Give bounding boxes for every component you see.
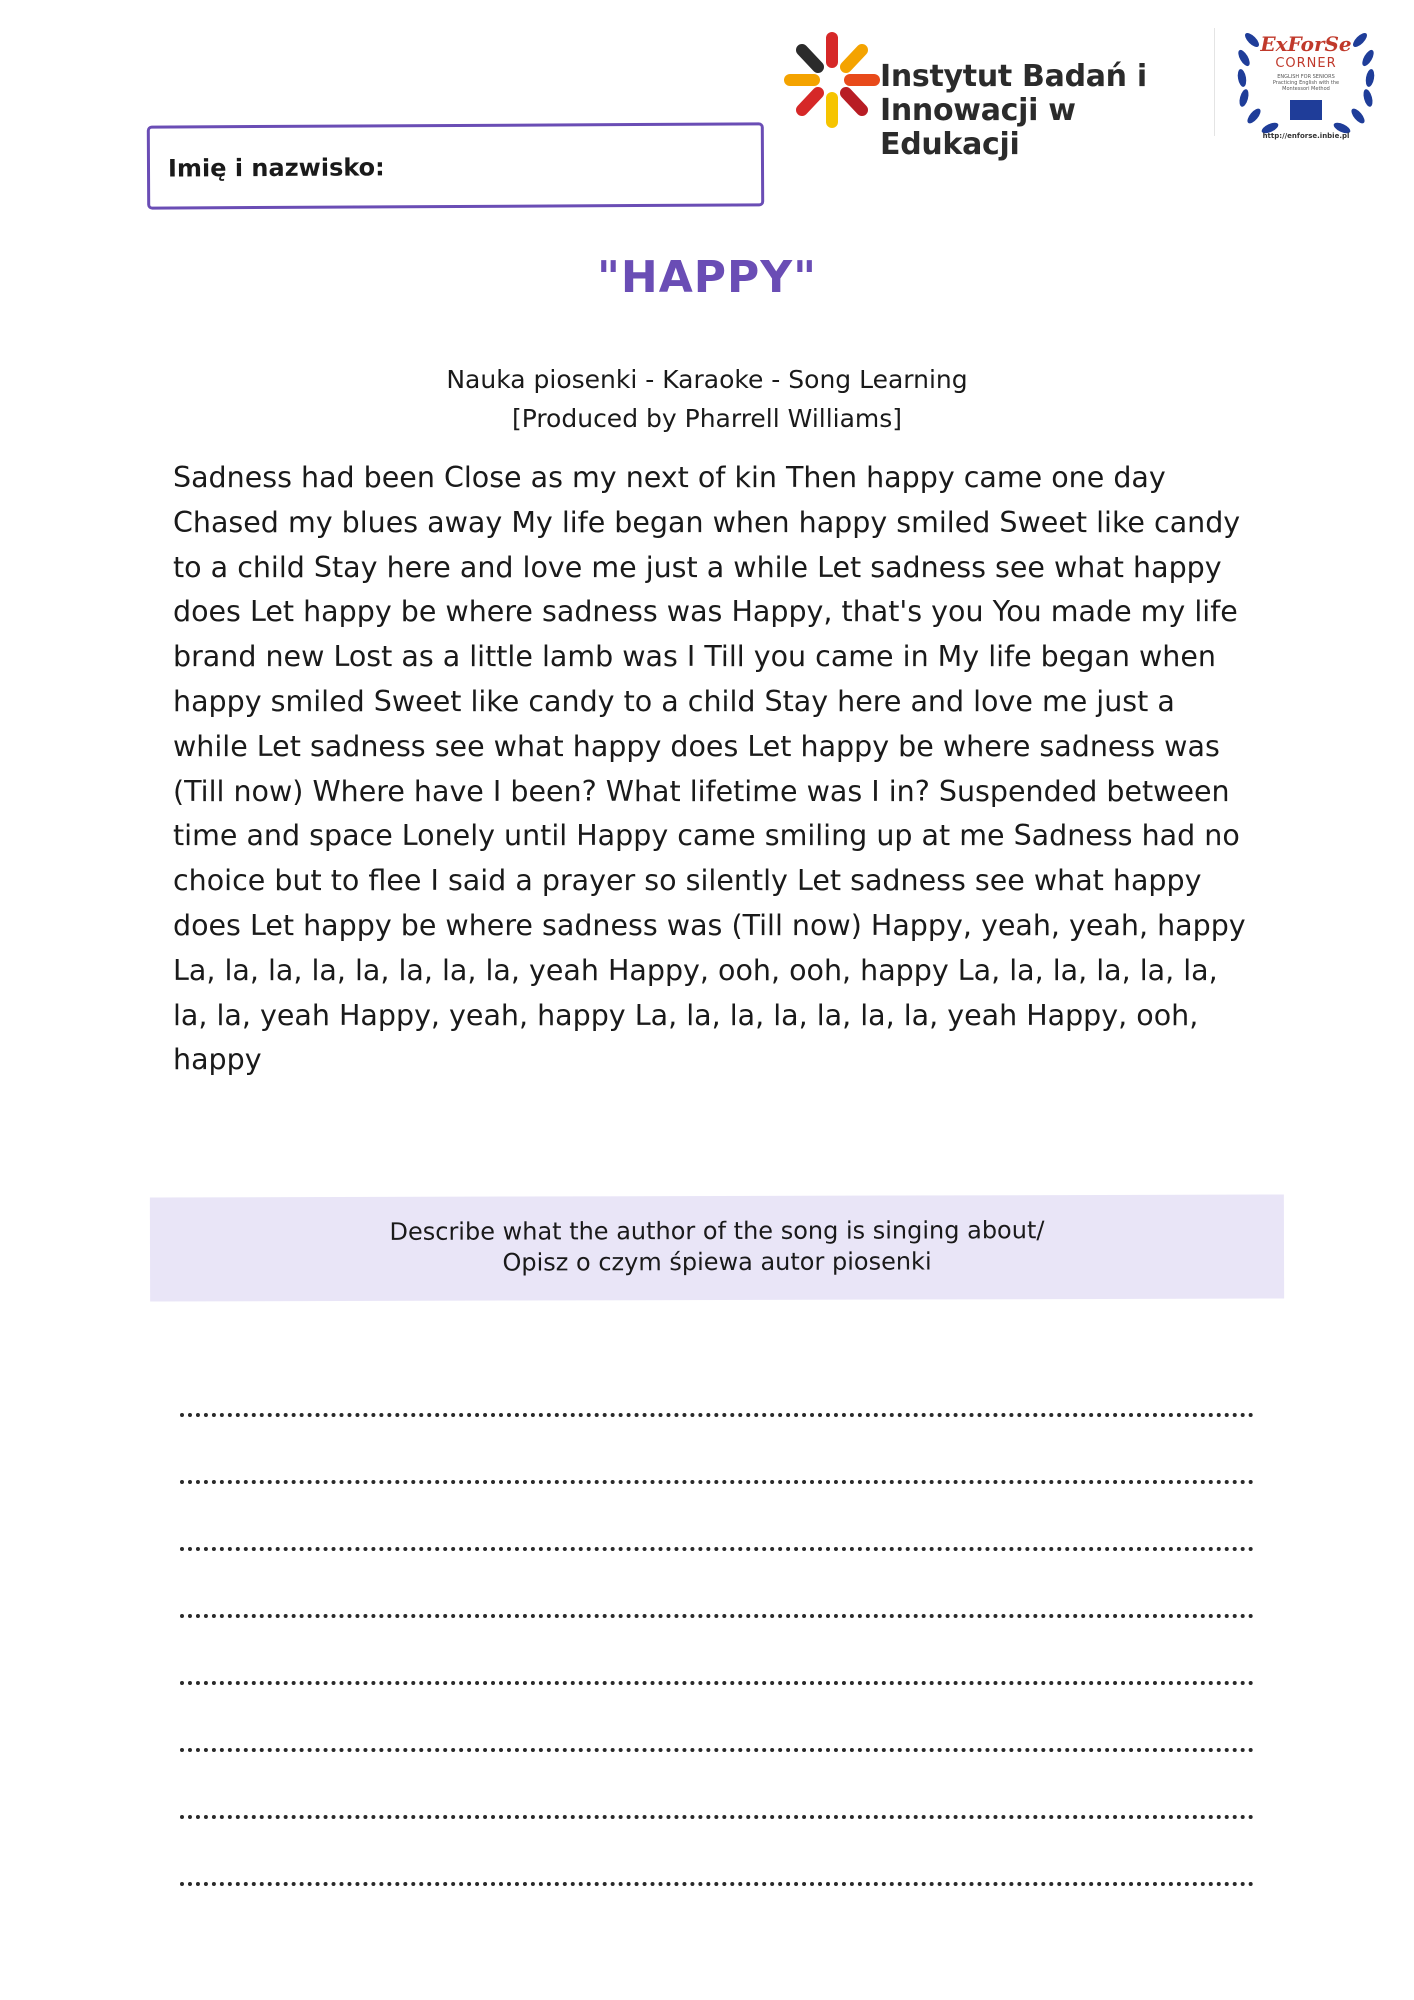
subtitle-line-2: [Produced by Pharrell Williams] (511, 404, 903, 433)
name-field[interactable] (147, 122, 764, 209)
answer-line[interactable] (180, 1484, 1254, 1551)
institute-star-icon (782, 30, 882, 130)
enforse-badge (1228, 18, 1384, 148)
badge-corner: CORNER (1275, 56, 1337, 71)
task-line-polish: Opisz o czym śpiewa autor piosenki (502, 1247, 932, 1277)
answer-area[interactable] (180, 1350, 1254, 1886)
answer-line[interactable] (180, 1819, 1254, 1886)
task-line-english: Describe what the author of the song is singing about/ (389, 1216, 1045, 1246)
answer-line[interactable] (180, 1551, 1254, 1618)
institute-name: Instytut Badań i Innowacji w Edukacji (880, 59, 1147, 162)
song-title: "HAPPY" (596, 252, 818, 303)
name-label: Imię i nazwisko: (167, 153, 385, 183)
badge-url: http://enforse.inbie.pl (1262, 132, 1350, 140)
task-instructions (150, 1215, 1284, 1280)
song-subtitle (0, 360, 1414, 438)
institute-logo (782, 30, 1200, 162)
answer-line[interactable] (180, 1618, 1254, 1685)
answer-line[interactable] (180, 1752, 1254, 1819)
answer-line[interactable] (180, 1350, 1254, 1417)
answer-line[interactable] (180, 1685, 1254, 1752)
song-lyrics: Sadness had been Close as my next of kin Then happy came one day Chased my blues away My life began when happy smiled Sweet like candy to a child Stay here and love me just a while Let sadness see what happy does Let happy be where sadness was Happy, that's you You made my life brand new Lost as a little lamb was I Till you came in My life began when happy smiled Sweet like candy to a child Stay here and love me just a while Let sadness see what happy does Let happy be where sadness was (Till now) Where have I been? What lifetime was I in? Suspended between time and space Lonely until Happy came smiling up at me Sadness had no choice but to flee I said a prayer so silently Let sadness see what happy does Let happy be where sadness was (Till now) Happy, yeah, yeah, happy La, la, la, la, la, la, la, la, yeah Happy, ooh, ooh, happy La, la, la, la, la, la, la, la, yeah Happy, yeah, happy La, la, la, la, la, la, la, yeah Happy, ooh, happy (173, 461, 1246, 1077)
task-banner (150, 1195, 1284, 1302)
subtitle-line-1: Nauka piosenki - Karaoke - Song Learning (446, 365, 968, 394)
badge-title: ExForSe (1260, 32, 1352, 56)
badge-subtitle: ENGLISH FOR SENIORS Practicing English with the Montessori Method (1272, 74, 1340, 92)
answer-line[interactable] (180, 1417, 1254, 1484)
logo-divider (1214, 28, 1215, 136)
eu-flag-icon (1290, 100, 1322, 120)
